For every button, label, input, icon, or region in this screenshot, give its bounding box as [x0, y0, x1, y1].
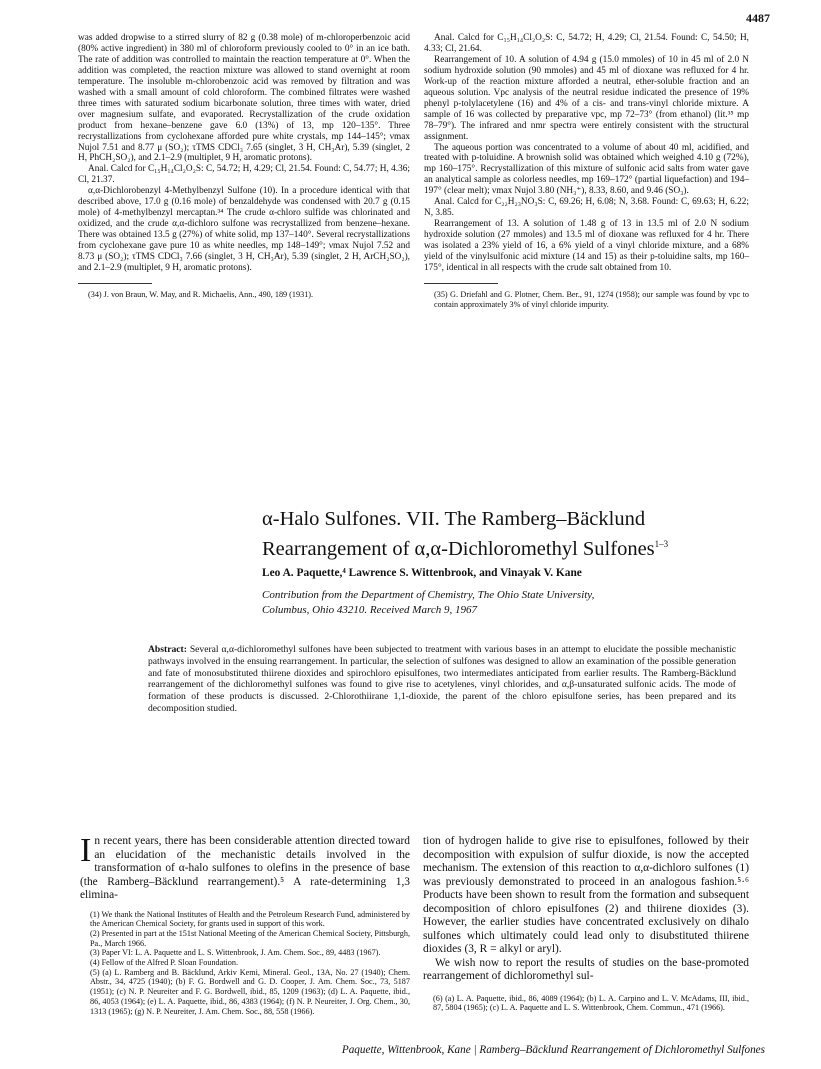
title-line-text: Rearrangement of α,α-Dichloromethyl Sulfones	[262, 537, 655, 560]
footnote: (5) (a) L. Ramberg and B. Bäcklund, Arkiv Kemi, Mineral. Geol., 13A, No. 27 (1940); Chem. Abstr., 34, 4725 (1940); (b) F. G. Bordwell and G. D. Cooper, J. Am. Chem. Soc., 73, 5187 (1951); (c) N. P. Neureiter and F. G. Bordwell, ibid., 85, 1209 (1963); (d) L. A. Paquette, ibid., 86, 4053 (1964); (e) L. A. Paquette, ibid., 86, 4383 (1964); (f) N. P. Neureiter, J. Org. Chem., 30, 1313 (1965); (g) N. P. Neureiter, J. Am. Chem. Soc., 88, 558 (1966).	[90, 967, 410, 1016]
footnote-divider	[78, 283, 152, 284]
experimental-paragraph: Rearrangement of 10. A solution of 4.94 g (15.0 mmoles) of 10 in 45 ml of 2.0 N sodium hydroxide solution (90 mmoles) and 45 ml of dioxane was refluxed for 4 hr. Work-up of the reaction mixture afforded a neutral, ether-soluble fraction and an aqueous solution. Vpc analysis of the neutral residue indicated the presence of 19% phenyl p-tolylacetylene (16) and 4% of a cis- and trans-vinyl chloride mixture. A sample of 16 was collected by preparative vpc, mp 72–73° (from ethanol) (lit.³⁵ mp 78–79°). The infrared and nmr spectra were entirely consistent with the structural assignment.	[424, 54, 749, 142]
body-right-column	[423, 835, 749, 1013]
affiliation-line: Contribution from the Department of Chemistry, The Ohio State University,	[262, 589, 595, 601]
author-list: Leo A. Paquette,⁴ Lawrence S. Wittenbrook, and Vinayak V. Kane	[262, 567, 582, 579]
intro-text: n recent years, there has been considerable attention directed toward an elucidation of the mechanistic details involved in the transformation of α-halo sulfones to olefins in the presence of base (the Ramberg–Bäcklund rearrangement).⁵ A rate-determining 1,3 elimina-	[80, 835, 410, 901]
body-paragraph: We wish now to report the results of studies on the base-promoted rearrangement of dichloromethyl sul-	[423, 956, 749, 982]
top-right-column	[424, 33, 749, 309]
footnote: (1) We thank the National Institutes of Health and the Petroleum Research Fund, administered by the American Chemical Society, for grants used in support of this work.	[90, 909, 410, 929]
footnote: (6) (a) L. A. Paquette, ibid., 86, 4089 (1964); (b) L. A. Carpino and L. V. McAdams, III, ibid., 87, 5804 (1965); (c) L. A. Paquette and L. S. Wittenbrook, Chem. Commun., 471 (1966).	[433, 993, 749, 1013]
footnote: (34) J. von Braun, W. May, and R. Michaelis, Ann., 490, 189 (1931).	[88, 289, 314, 299]
analysis-paragraph: Anal. Calcd for C₁₅H₁₄Cl₂O₂S: C, 54.72; H, 4.29; Cl, 21.54. Found: C, 54.77; H, 4.36; Cl, 21.37.	[78, 164, 410, 186]
analysis-paragraph: Anal. Calcd for C₁₅H₁₄Cl₂O₂S: C, 54.72; H, 4.29; Cl, 21.54. Found: C, 54.50; H, 4.33; Cl, 21.64.	[424, 33, 749, 54]
affiliation	[262, 588, 762, 618]
body-left-column	[80, 832, 410, 1016]
experimental-paragraph: α,α-Dichlorobenzyl 4-Methylbenzyl Sulfone (10). In a procedure identical with that described above, 17.0 g (0.16 mole) of benzaldehyde was condensed with 20.7 g (0.15 mole) of 4-methylbenzyl mercaptan.³⁴ The crude α-chloro sulfide was chlorinated and oxidized, and the crude α,α-dichloro sulfone was recrystallized from benzene–hexane. There was obtained 13.5 g (27%) of white solid, mp 137–140°. Several recrystallizations from cyclohexane gave pure 10 as white needles, mp 148–149°; νmax Nujol 7.52 and 8.73 μ (SO₂); τTMS CDCl₃ 7.66 (singlet, 3 H, CH₃Ar), 5.39 (singlet, 2 H, ArCH₂SO₂), and 2.1–2.9 (multiplet, 9 H, aromatic protons).	[78, 186, 410, 274]
top-left-column	[78, 33, 410, 300]
article-title	[262, 507, 762, 562]
footnote: (2) Presented in part at the 151st National Meeting of the American Chemical Society, Pittsburgh, Pa., March 1966.	[90, 928, 410, 948]
drop-cap: I	[80, 832, 92, 869]
intro-paragraph	[80, 832, 410, 903]
body-paragraph: tion of hydrogen halide to give rise to episulfones, followed by their decomposition with expulsion of sulfur dioxide, is now the accepted mechanism. The extension of this reaction to α,α-dichloro sulfones (1) was previously demonstrated to proceed in an analogous fashion.⁵·⁶ Products have been shown to result from the formation and subsequent decomposition of chloro episulfones (2) and thiirene dioxides (3). However, the earlier studies have concentrated exclusively on dihalo sulfones which ultimately could lead only to disubstituted thiirene dioxides (3, R = alkyl or aryl).	[423, 835, 749, 955]
title-footnote-marker: 1–3	[654, 539, 669, 549]
page-number: 4487	[746, 11, 770, 25]
running-footer: Paquette, Wittenbrook, Kane | Ramberg–Bäcklund Rearrangement of Dichloromethyl Sulfones	[341, 1044, 765, 1056]
experimental-paragraph: was added dropwise to a stirred slurry of 82 g (0.38 mole) of m-chloroperbenzoic acid (80% active ingredient) in 380 ml of chloroform previously cooled to 0° in an ice bath. The rate of addition was controlled to maintain the reaction temperature at 0°. When the addition was completed, the reaction mixture was allowed to stand overnight at room temperature. The insoluble m-chlorobenzoic acid was removed by filtration and was washed with a small amount of cold chloroform. The combined filtrates were washed three times with saturated sodium bicarbonate solution, three times with water, dried over magnesium sulfate, and evaporated. Recrystallization of the crude oxidation product from hexane–benzene gave 6.0 (13%) of 13, mp 120–135°. Three recrystallizations from cyclohexane afforded pure white crystals, mp 144–145°; νmax Nujol 7.51 and 8.77 μ (SO₂); τTMS CDCl₃ 7.65 (singlet, 3 H, CH₃Ar), 5.39 (singlet, 2 H, PhCH₂SO₂), and 2.1–2.9 (multiplet, 9 H, aromatic protons).	[78, 33, 410, 164]
footnote: (4) Fellow of the Alfred P. Sloan Foundation.	[90, 958, 239, 968]
affiliation-line: Columbus, Ohio 43210. Received March 9, 1967	[262, 604, 477, 616]
footnote-divider	[424, 283, 498, 284]
analysis-paragraph: Anal. Calcd for C₂₂H₂₃NO₃S: C, 69.26; H, 6.08; N, 3.68. Found: C, 69.63; H, 6.22; N, 3.85.	[424, 197, 749, 219]
experimental-paragraph: The aqueous portion was concentrated to a volume of about 40 ml, acidified, and treated with p-toluidine. A brownish solid was obtained which weighed 4.10 g (72%), mp 160–175°. Recrystallization of this mixture of sulfonic acid salts from water gave an analytical sample as colorless needles, mp 169–172° (partial liquefaction) and 194–197° (clear melt); νmax Nujol 3.80 (NH₃⁺), 8.33, 8.60, and 9.46 (SO₃).	[424, 142, 749, 197]
footnote: (35) G. Driefahl and G. Plotner, Chem. Ber., 91, 1274 (1958); our sample was found by vpc to contain approximately 3% of vinyl chloride impurity.	[434, 289, 749, 309]
experimental-paragraph: Rearrangement of 13. A solution of 1.48 g of 13 in 13.5 ml of 2.0 N sodium hydroxide solution (27 mmoles) and 13.5 ml of dioxane was refluxed for 4 hr. There was isolated a 23% yield of 16, a 6% yield of a vinyl chloride mixture, and a 68% yield of the vinylsulfonic acid mixture (14 and 15) as their p-toluidine salts, mp 160–175°, identical in all respects with the crude salt obtained from 10.	[424, 219, 749, 274]
title-line	[262, 532, 762, 562]
title-line: α-Halo Sulfones. VII. The Ramberg–Bäcklund	[262, 508, 646, 530]
abstract-text: Several α,α-dichloromethyl sulfones have been subjected to treatment with various bases in an attempt to elucidate the possible mechanistic pathways involved in the ensuing rearrangement. In particular, the selection of sulfones was designed to allow an examination of the possible generation and fate of monosubstituted thiirene dioxides and spirochloro episulfones, two intermediates anticipated from earlier results. The Ramberg-Bäcklund rearrangement of the dichloromethyl sulfones was found to give rise to acetylenes, vinyl chlorides, and α,β-unsaturated sulfonic acids. The mode of formation of these products is discussed. 2-Chlorothiirane 1,1-dioxide, the parent of the chloro episulfone series, has been prepared and its decomposition studied.	[148, 644, 736, 714]
footnotes	[423, 994, 749, 1013]
abstract-label: Abstract:	[148, 644, 187, 655]
abstract	[148, 644, 736, 715]
footnotes	[80, 910, 410, 1017]
footnote: (3) Paper VI: L. A. Paquette and L. S. Wittenbrook, J. Am. Chem. Soc., 89, 4483 (1967).	[90, 948, 381, 958]
